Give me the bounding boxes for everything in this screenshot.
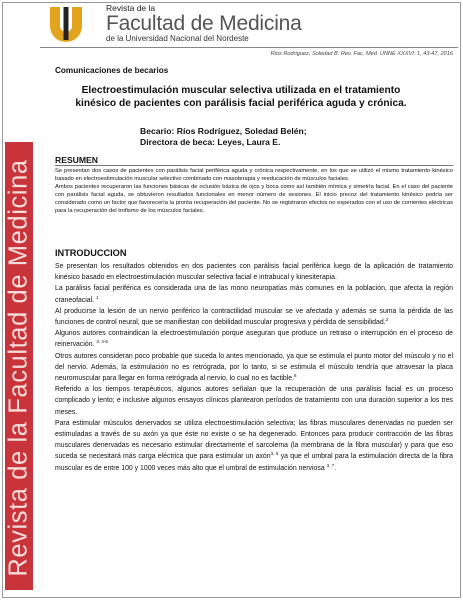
reference-marker: 1 bbox=[96, 294, 99, 300]
article-title: Electroestimulación muscular selectiva utilizada en el tratamiento kinésico de pacientes con parálisis facial periférica aguda y crónica. bbox=[75, 85, 407, 109]
header-rule bbox=[40, 47, 458, 48]
body-paragraph: Para estimular músculos denervados se utiliza electroestimulación selectiva; las fibras musculares denervadas no pueden ser estimuladas a través de su axón ya que éste no existe o se ha degenerado. Entonces para producir contracción de las fibras musculares denervadas es necesario estimular directamente el sarcolema (la membrana de la fibra muscular) y para que eso suceda se necesitará más carga eléctrica que para estimular un axón$^{3, 6}$ ya que el umbral para la estimulación directa de la fibra muscular es de entre 100 y 1000 veces más alto que el umbral de estimulación nerviosa $^{3, 7}$. bbox=[55, 419, 454, 472]
body-paragraph: Algunos autores contraindican la electroestimulación porque aseguran que produce un retraso o interrupción en el proceso de reinervación. $^{3, 4-5}$ bbox=[55, 330, 453, 349]
body-paragraph: Se presentan los resultados obtenidos en dos pacientes con parálisis facial periférica luego de la aplicación de tratamiento kinésico basado en electroestimulación muscular selectiva facial e intrabucal y kinesiterapia. bbox=[55, 263, 453, 282]
citation-line: Rios Rodriguez, Soledad B. Rev. Fac. Med. UNNE XXXVI: 1, 43-47, 2016 bbox=[270, 51, 453, 57]
reference-marker: 6 bbox=[294, 373, 297, 379]
unne-logo-icon bbox=[46, 4, 86, 46]
body-paragraph: La parálisis facial periférica es considerada una de las mono neuropatías más comunes en la población, que afecta la región craneofacial. $^1$ bbox=[55, 285, 453, 304]
body-paragraph: Otros autores consideran poco probable que suceda lo antes mencionado, ya que se estimula el punto motor del músculo y no el del nervio. Además, la estimulación no es retrógrada, por lo tanto, si se estimula el músculo tendría que atravesar la placa neuromuscular para llegar en forma retrógrada al nervio, lo cual no es factible.$^6$ bbox=[55, 352, 453, 383]
reference-marker: 2 bbox=[385, 317, 389, 323]
abstract-paragraph: Ambos pacientes recuperaron las funciones básicas de oclusión básica de ojos y boca como así también mímica y simetría facial. En el caso del paciente con parálisis facial aguda, se obtuvieron resultados funcionales en menor número de sesiones. El inicio precoz del tratamiento kinésico podría ser considerado como un factor que favorecería la pronta recuperación del paciente. No se registraron efectos no esperados con el uso de corrientes eléctricas para la recuperación del trofismo de los músculos faciales. bbox=[55, 184, 453, 215]
section-label: Comunicaciones de becarios bbox=[55, 66, 169, 75]
becario-line: Becario: Ríos Rodríguez, Soledad Belén; bbox=[140, 126, 307, 136]
sidebar-journal-name: Revista de la Facultad de Medicina bbox=[4, 159, 33, 577]
journal-name-sub: de la Universidad Nacional del Nordeste bbox=[106, 33, 249, 43]
reference-marker: 3, 7 bbox=[326, 462, 335, 468]
body-paragraph: Referido a los tiempos terapéuticos, algunos autores señalan que la recuperación de una parálisis facial es un proceso complicado y lento; e inclusive algunos ensayos clínicos plantearon períodos de tratamiento con una duración superior a los tres meses. bbox=[55, 386, 453, 416]
reference-marker: 3, 6 bbox=[270, 451, 279, 457]
journal-masthead bbox=[106, 4, 302, 43]
journal-name-prefix: Revista de la bbox=[106, 3, 156, 13]
introduccion-body bbox=[55, 261, 453, 474]
director-line: Directora de beca: Leyes, Laura E. bbox=[140, 137, 281, 147]
introduccion-heading: INTRODUCCION bbox=[55, 248, 127, 258]
reference-marker: 3, 4-5 bbox=[96, 339, 108, 345]
abstract-paragraph: Se presentan dos casos de pacientes con parálisis facial periférica aguda y crónica respectivamente, en los que se utilizó el mismo tratamiento kinésico basado en electroestimulación muscular selectivo combinado con masoterapia y reeducación de músculos faciales. bbox=[55, 168, 453, 183]
authors-block bbox=[140, 126, 307, 148]
journal-name-main: Facultad de Medicina bbox=[106, 11, 302, 35]
journal-sidebar bbox=[2, 0, 34, 600]
body-paragraph: Al producirse la lesión de un nervio periférico la contractilidad muscular se ve afectada y además se suma la pérdida de las funciones de control neural, que se manifiestan con debilidad muscular progresiva y pérdida de sensibilidad.$^2$ bbox=[55, 307, 453, 327]
resumen-heading: RESUMEN bbox=[55, 155, 98, 165]
abstract-text bbox=[55, 167, 453, 216]
resumen-rule bbox=[55, 165, 453, 166]
